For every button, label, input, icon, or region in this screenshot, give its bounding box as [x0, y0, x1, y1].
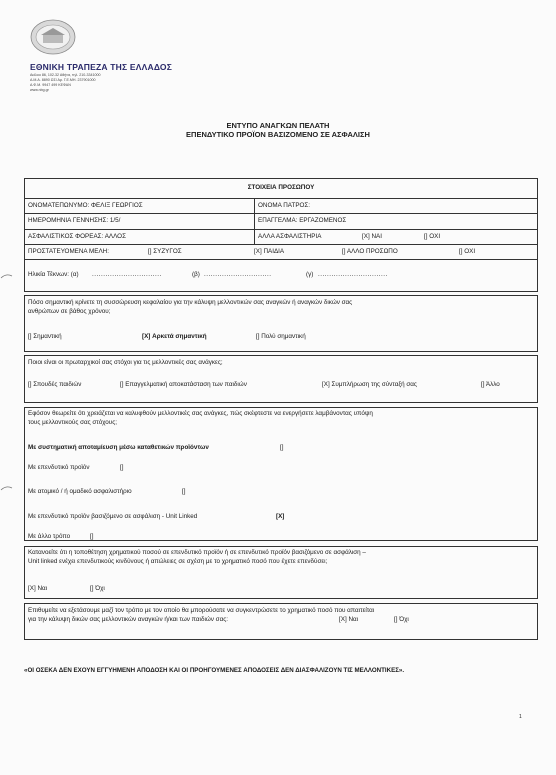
page-number: 1	[519, 714, 522, 720]
checkbox-deposit-savings[interactable]: []	[280, 444, 284, 451]
option-unit-linked: Με επενδυτικό προϊόν βασιζόμενο σε ασφάλιση - Unit Linked	[28, 513, 198, 520]
field-insurer[interactable]: ΑΣΦΑΛΙΣΤΙΚΟΣ ΦΟΡΕΑΣ: ΑΛΛΟΣ	[28, 233, 126, 240]
label-child-c: (γ)	[306, 271, 314, 278]
option-fairly-important[interactable]: [X] Αρκετά σημαντική	[142, 333, 207, 340]
checkbox-spouse[interactable]: [] ΣΥΖΥΓΟΣ	[148, 248, 182, 255]
label-child-b: (β)	[192, 271, 200, 278]
question-text: για την κάλυψη δικών σας μελλοντικών αναγκών ή/και των παιδιών σας:	[28, 616, 228, 623]
checkbox-risk-no[interactable]: [] Όχι	[90, 585, 105, 592]
option-pension-supplement[interactable]: [X] Συμπλήρωση της σύνταξή σας	[322, 381, 417, 388]
field-full-name[interactable]: ΟΝΟΜΑΤΕΠΩΝΥΜΟ: ΦΕΛΙΞ ΓΕΩΡΓΙΟΣ	[28, 202, 143, 209]
option-very-important[interactable]: [] Πολύ σημαντική	[256, 333, 306, 340]
bank-address-line: Αιόλου 86, 102-32 Αθήνα, τηλ. 210-3341000	[30, 73, 101, 77]
checkbox-unit-linked[interactable]: [X]	[276, 513, 285, 520]
bank-website: www.nbg.gr	[30, 88, 49, 92]
field-child-age-a[interactable]: ...............................	[92, 271, 162, 278]
checkbox-children[interactable]: [X] ΠΑΙΔΙΑ	[254, 248, 285, 255]
form-title: ΕΝΤΥΠΟ ΑΝΑΓΚΩΝ ΠΕΛΑΤΗ	[226, 121, 330, 130]
question-text: Πόσο σημαντική κρίνετε τη συσσώρευση κεφαλαίου για την κάλυψη μελλοντικών σας αναγκών ή αναγκών δικών σας	[28, 299, 353, 306]
option-children-studies[interactable]: [] Σπουδές παιδιών	[28, 381, 82, 388]
disclaimer-note: «ΟΙ ΟΣΕΚΑ ΔΕΝ ΕΧΟΥΝ ΕΓΓΥΗΜΕΝΗ ΑΠΟΔΟΣΗ ΚΑΙ ΟΙ ΠΡΟΗΓΟΥΜΕΝΕΣ ΑΠΟΔΟΣΕΙΣ ΔΕΝ ΔΙΑΣΦΑΛΙΖΟΥΝ ΤΙΣ ΜΕΛΛΟΝΤΙΚΕΣ».	[24, 667, 405, 674]
label-children-ages: Ηλικία Τέκνων: (α)	[28, 271, 79, 278]
option-other-way: Με άλλο τρόπο	[28, 533, 71, 540]
field-occupation[interactable]: ΕΠΑΓΓΕΛΜΑ: ΕΡΓΑΖΟΜΕΝΟΣ	[258, 217, 347, 224]
field-father-name[interactable]: ΟΝΟΜΑ ΠΑΤΡΟΣ:	[258, 202, 311, 209]
option-important[interactable]: [] Σημαντική	[28, 333, 62, 340]
question-text: ανθρώπων σε βάθος χρόνου;	[28, 308, 111, 315]
checkbox-other-way[interactable]: []	[90, 533, 94, 540]
checkbox-no-dependents[interactable]: [] ΟΧΙ	[459, 248, 476, 255]
option-insurance-policy: Με ατομικό / ή ομαδικό ασφαλιστήριο	[28, 488, 132, 495]
option-other-goal[interactable]: [] Άλλο	[481, 381, 500, 388]
label-dependents: ΠΡΟΣΤΑΤΕΥΟΜΕΝΑ ΜΕΛΗ:	[28, 248, 109, 255]
option-deposit-savings: Με συστηματική αποταμίευση μέσω καταθετικών προϊόντων	[28, 444, 209, 451]
field-child-age-c[interactable]: ...............................	[318, 271, 388, 278]
field-child-age-b[interactable]: ..............................	[204, 271, 272, 278]
question-text: Κατανοείτε ότι η τοποθέτηση χρηματικού ποσού σε επενδυτικό προϊόν ή σε επενδυτικό προϊόν βασιζόμενο σε ασφάλιση –	[28, 549, 366, 556]
question-text: Επιθυμείτε να εξετάσουμε μαζί τον τρόπο με τον οποίο θα μπορούσατε να συγκεντρώσετε το χρηματικό ποσό που απαιτείται	[28, 607, 375, 614]
option-children-career[interactable]: [] Επαγγελματική αποκατάσταση των παιδιών	[120, 381, 247, 388]
checkbox-review-yes[interactable]: [X] Ναι	[339, 616, 359, 623]
option-investment-product: Με επενδυτικό προϊόν	[28, 464, 90, 471]
section-title-personal: ΣΤΟΙΧΕΙΑ ΠΡΟΣΩΠΟΥ	[247, 184, 315, 191]
margin-marks	[0, 270, 14, 510]
bank-name: ΕΘΝΙΚΗ ΤΡΑΠΕΖΑ ΤΗΣ ΕΛΛΑΔΟΣ	[30, 62, 173, 72]
question-text: Εφόσον θεωρείτε ότι χρειάζεται να καλυφθούν μελλοντικές σας ανάγκες, πώς σκέφτεστε να ενεργήσετε λαμβάνοντας υπόψη	[28, 410, 373, 417]
checkbox-risk-yes[interactable]: [X] Ναι	[28, 585, 48, 592]
bank-logo	[30, 18, 76, 56]
question-text: Ποιοι είναι οι πρωταρχικοί σας στόχοι για τις μελλοντικές σας ανάγκες;	[28, 359, 223, 366]
bank-address-line: Α.Μ.Α. 8890 ΩΣΙ Αρ. Γ.Ε.ΜΗ. 237901000	[30, 78, 96, 82]
question-text: τους μελλοντικούς σας στόχους;	[28, 419, 117, 426]
form-subtitle: ΕΠΕΝΔΥΤΙΚΟ ΠΡΟΪΟΝ ΒΑΣΙΖΟΜΕΝΟ ΣΕ ΑΣΦΑΛΙΣΗ	[186, 130, 370, 139]
field-birthdate[interactable]: ΗΜΕΡΟΜΗΝΙΑ ΓΕΝΝΗΣΗΣ: 1/5/	[28, 217, 121, 224]
checkbox-other-person[interactable]: [] ΑΛΛΟ ΠΡΟΣΩΠΟ	[342, 248, 398, 255]
checkbox-other-policies-yes[interactable]: [X] ΝΑΙ	[362, 233, 382, 240]
question-text: Unit linked ενέχει επενδυτικούς κινδύνους ή απώλειες σε σχέση με το χρηματικό ποσό που έχετε επενδύσει;	[28, 558, 328, 565]
checkbox-review-no[interactable]: [] Όχι	[394, 616, 409, 623]
checkbox-insurance-policy[interactable]: []	[182, 488, 186, 495]
checkbox-other-policies-no[interactable]: [] ΟΧΙ	[424, 233, 441, 240]
label-other-policies: ΑΛΛΑ ΑΣΦΑΛΙΣΤΗΡΙΑ	[258, 233, 322, 240]
bank-address-line: Α.Φ.Μ. 9947 499 ΚΕΦΑΝ	[30, 83, 71, 87]
checkbox-investment-product[interactable]: []	[120, 464, 124, 471]
